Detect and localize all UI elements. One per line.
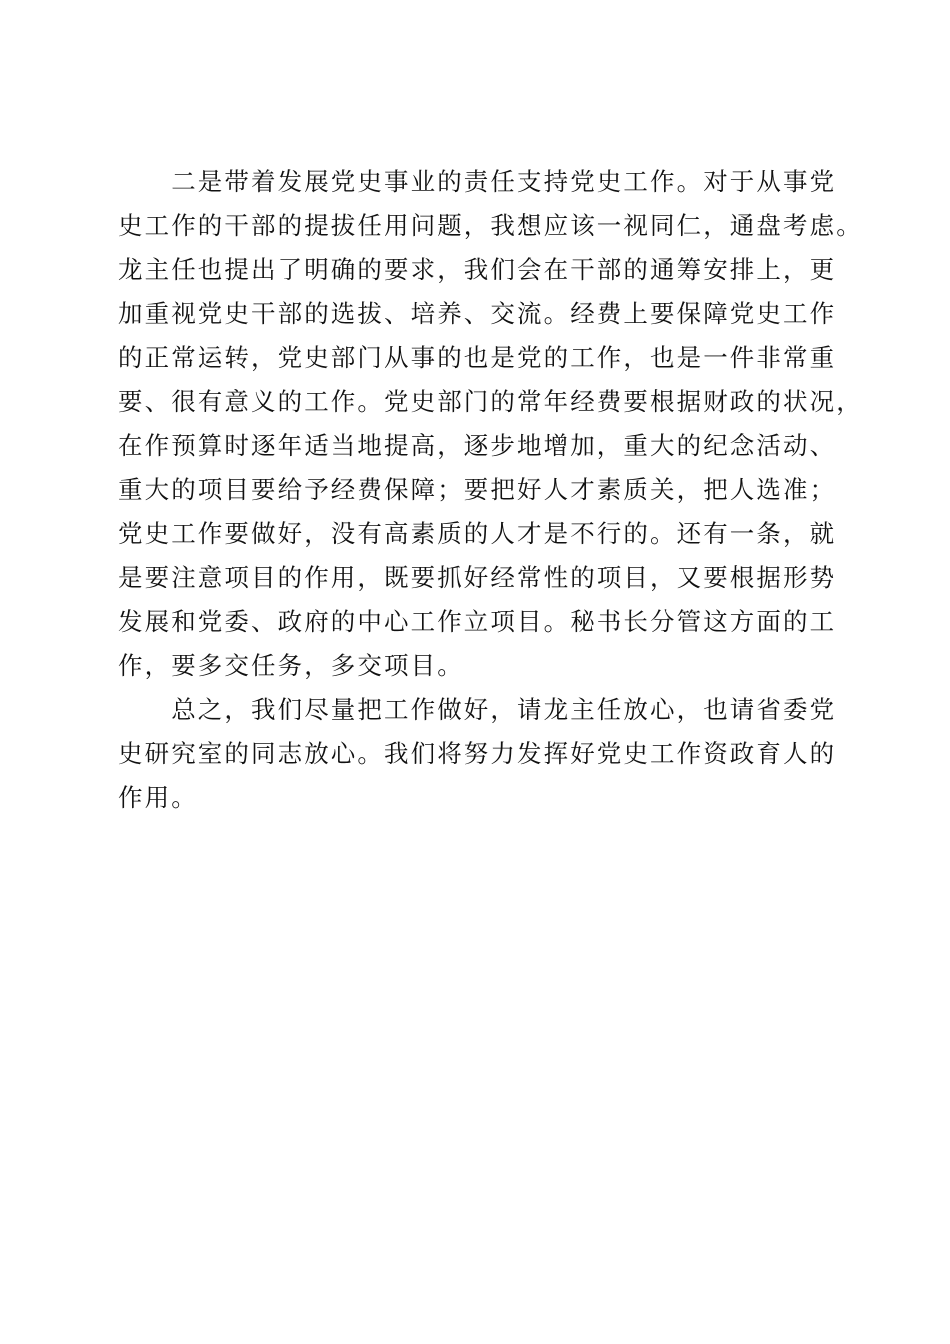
paragraph-1	[118, 160, 863, 688]
paragraph-2	[118, 688, 838, 820]
text-line: 要、很有意义的工作。党史部门的常年经费要根据财政的状况，	[118, 387, 863, 416]
document-body	[118, 160, 863, 820]
text-line: 作用。	[118, 783, 198, 812]
text-line: 二是带着发展党史事业的责任支持党史工作。对于从事党	[118, 167, 837, 196]
text-line: 史研究室的同志放心。我们将努力发挥好党史工作资政育人的	[118, 739, 837, 768]
text-line: 龙主任也提出了明确的要求，我们会在干部的通筹安排上，更	[118, 255, 837, 284]
text-line: 发展和党委、政府的中心工作立项目。秘书长分管这方面的工	[118, 607, 837, 636]
text-line: 重大的项目要给予经费保障；要把好人才素质关，把人选准；	[118, 475, 837, 504]
text-line: 在作预算时逐年适当地提高，逐步地增加，重大的纪念活动、	[118, 431, 837, 460]
text-line: 史工作的干部的提拔任用问题，我想应该一视同仁，通盘考虑。	[118, 211, 863, 240]
text-line: 作，要多交任务，多交项目。	[118, 651, 464, 680]
text-line: 的正常运转，党史部门从事的也是党的工作，也是一件非常重	[118, 343, 837, 372]
text-line: 总之，我们尽量把工作做好，请龙主任放心，也请省委党	[118, 695, 837, 724]
text-line: 党史工作要做好，没有高素质的人才是不行的。还有一条，就	[118, 519, 837, 548]
text-line: 是要注意项目的作用，既要抓好经常性的项目，又要根据形势	[118, 563, 837, 592]
text-line: 加重视党史干部的选拔、培养、交流。经费上要保障党史工作	[118, 299, 837, 328]
